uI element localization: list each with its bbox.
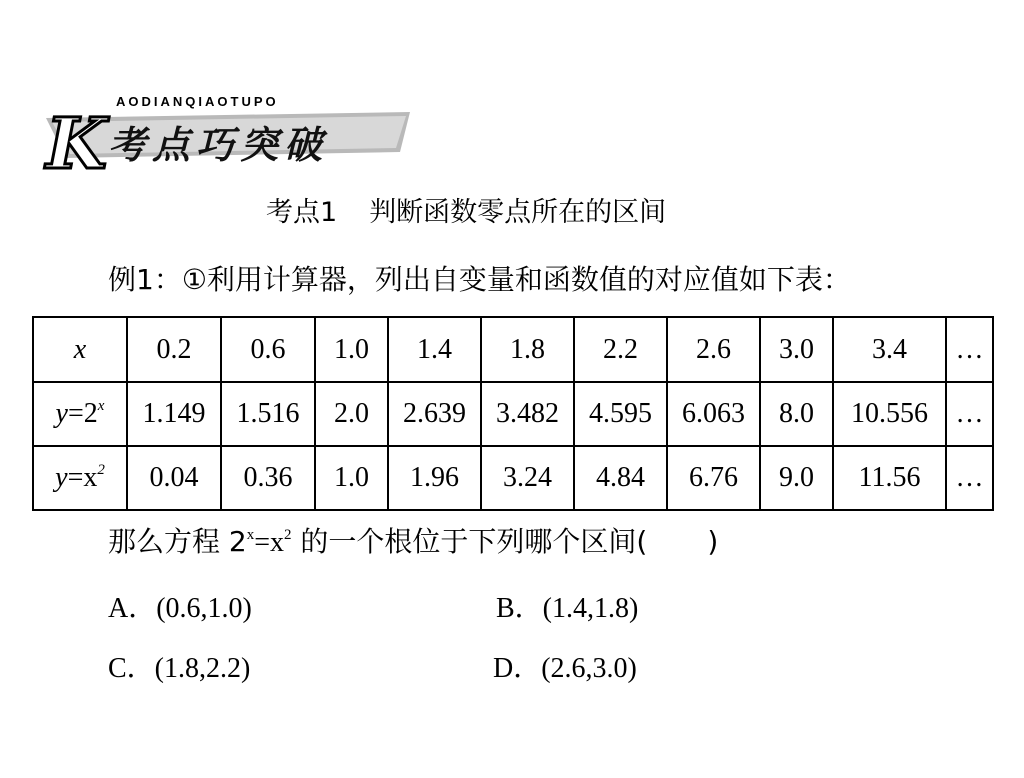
table-cell: 3.482 [481, 382, 574, 446]
option-c: C．(1.8,2.2) [108, 653, 251, 684]
table-row-y-2x [33, 382, 993, 446]
question-text: 那么方程 $2^x=x^2$ 的一个根位于下列哪个区间( ) [108, 525, 719, 558]
section-heading [266, 190, 666, 229]
table-cell: 8.0 [760, 382, 833, 446]
example-intro: 例1：①利用计算器，列出自变量和函数值的对应值如下表： [108, 263, 851, 296]
table-row-x [33, 317, 993, 382]
banner-pinyin: AODIANQIAOTUPO [116, 94, 279, 109]
option-a: A．(0.6,1.0) [108, 593, 252, 624]
table-cell: 4.595 [574, 382, 667, 446]
table-cell: 9.0 [760, 446, 833, 510]
heading-text: 判断函数零点所在的区间 [369, 197, 667, 228]
table-cell: 2.639 [388, 382, 481, 446]
table-cell: 2.0 [315, 382, 388, 446]
table-cell: 0.36 [221, 446, 315, 510]
row-header-x: x [33, 317, 127, 382]
table-cell: 3.0 [760, 317, 833, 382]
table-cell: 4.84 [574, 446, 667, 510]
option-d: D．(2.6,3.0) [493, 653, 637, 684]
table-cell: 6.063 [667, 382, 760, 446]
table-cell: 1.4 [388, 317, 481, 382]
value-table [32, 316, 994, 511]
option-b: B．(1.4,1.8) [496, 593, 639, 624]
table-cell: 1.96 [388, 446, 481, 510]
table-cell: 10.556 [833, 382, 946, 446]
table-cell: 2.2 [574, 317, 667, 382]
table-cell: 0.2 [127, 317, 221, 382]
table-cell: 3.24 [481, 446, 574, 510]
table-cell: … [946, 317, 993, 382]
table-cell: 1.516 [221, 382, 315, 446]
row-header-y-2x: $y=2^x$ [33, 382, 127, 446]
banner-k-letter: K [46, 102, 107, 174]
table-cell: … [946, 382, 993, 446]
table-cell: 1.0 [315, 446, 388, 510]
heading-label: 考点1 [266, 197, 338, 228]
table-cell: 3.4 [833, 317, 946, 382]
table-cell: 6.76 [667, 446, 760, 510]
table-cell: 2.6 [667, 317, 760, 382]
banner-title: 考点巧突破 [108, 123, 329, 167]
row-header-y-x2: $y=x^2$ [33, 446, 127, 510]
table-cell: 0.04 [127, 446, 221, 510]
table-cell: 0.6 [221, 317, 315, 382]
table-cell: 1.8 [481, 317, 574, 382]
section-banner [38, 92, 418, 174]
table-cell: 1.0 [315, 317, 388, 382]
table-cell: 1.149 [127, 382, 221, 446]
table-cell: 11.56 [833, 446, 946, 510]
table-row-y-x2 [33, 446, 993, 510]
table-cell: … [946, 446, 993, 510]
